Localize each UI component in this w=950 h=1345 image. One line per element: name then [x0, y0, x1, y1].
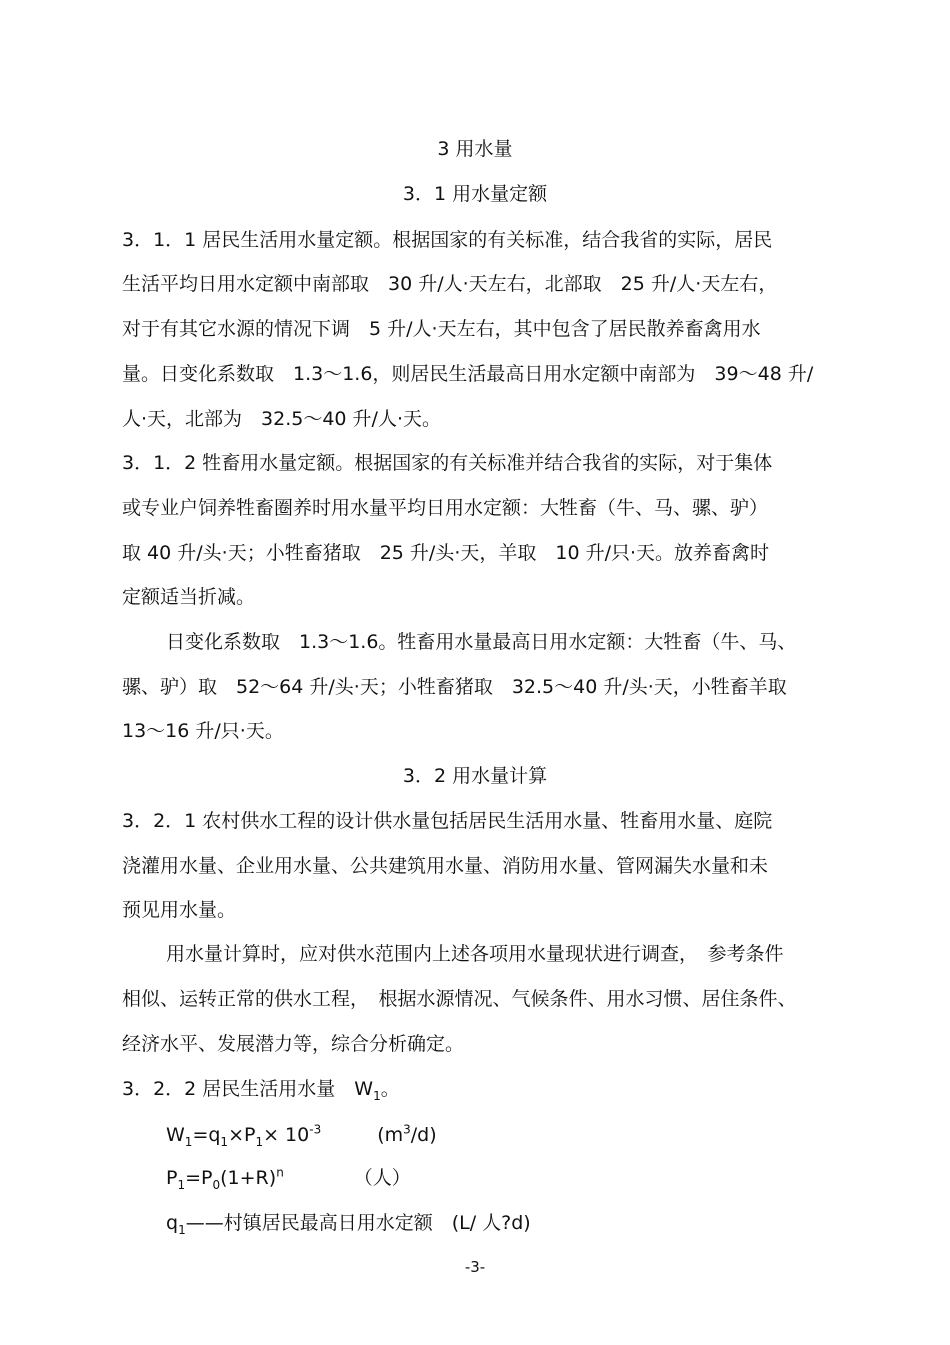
text-line: 用水量计算时，应对供水范围内上述各项用水量现状进行调查， 参考条件: [166, 943, 784, 965]
page-number: -3-: [464, 1258, 486, 1276]
text-line: 相似、运转正常的供水工程， 根据水源情况、气候条件、用水习惯、居住条件、: [122, 988, 797, 1010]
text-line: 经济水平、发展潜力等，综合分析确定。: [122, 1033, 465, 1055]
text-line: 3．2．1 农村供水工程的设计供水量包括居民生活用水量、牲畜用水量、庭院: [122, 810, 773, 832]
text-line: 浇灌用水量、企业用水量、公共建筑用水量、消防用水量、管网漏失水量和未: [122, 855, 769, 877]
text-line: 3．1．2 牲畜用水量定额。根据国家的有关标准并结合我省的实际，对于集体: [122, 452, 773, 474]
section-title-3-2-2: 3．2．2 居民生活用水量 $W_1$。: [122, 1078, 400, 1103]
text-line: 预见用水量。: [122, 899, 237, 921]
text-line: 量。日变化系数取 1.3～1.6，则居民生活最高日用水定额中南部为 39～48 升/: [122, 363, 814, 385]
text-line: 13～16 升/只·天。: [122, 720, 284, 742]
text-line: 3．1．1 居民生活用水量定额。根据国家的有关标准，结合我省的实际，居民: [122, 229, 773, 251]
text-line: 对于有其它水源的情况下调 5 升/人·天左右，其中包含了居民散养畜禽用水: [122, 318, 761, 340]
heading-3-2: 3．2 用水量计算: [402, 765, 548, 787]
text-line: 或专业户饲养牲畜圈养时用水量平均日用水定额：大牲畜（牛、马、骡、驴）: [122, 497, 769, 519]
heading-3-1: 3．1 用水量定额: [402, 183, 548, 205]
heading-3: 3 用水量: [437, 138, 513, 160]
text-line: 骡、驴）取 52～64 升/头·天；小牲畜猪取 32.5～40 升/头·天，小牲畜羊取: [122, 676, 787, 698]
formula-p1: $P_1=P_0(1+R)^n$ （人）: [166, 1165, 411, 1192]
text-line: 生活平均日用水定额中南部取 30 升/人·天左右，北部取 25 升/人·天左右，: [122, 273, 778, 295]
formula-w1: $W_1=q_1\times P_1\times 10^{-3}$ $(m^3/d)$: [166, 1122, 437, 1149]
text-line: 人·天，北部为 32.5～40 升/人·天。: [122, 408, 442, 430]
text-line: 日变化系数取 1.3～1.6。牲畜用水量最高日用水定额：大牲畜（牛、马、: [166, 631, 797, 653]
definition-q1: $q_1——$村镇居民最高日用水定额 (L/ 人?d): [166, 1212, 531, 1237]
text-line: 取 40 升/头·天；小牲畜猪取 25 升/头·天，羊取 10 升/只·天。放养畜禽时: [122, 542, 770, 564]
text-line: 定额适当折减。: [122, 586, 256, 608]
